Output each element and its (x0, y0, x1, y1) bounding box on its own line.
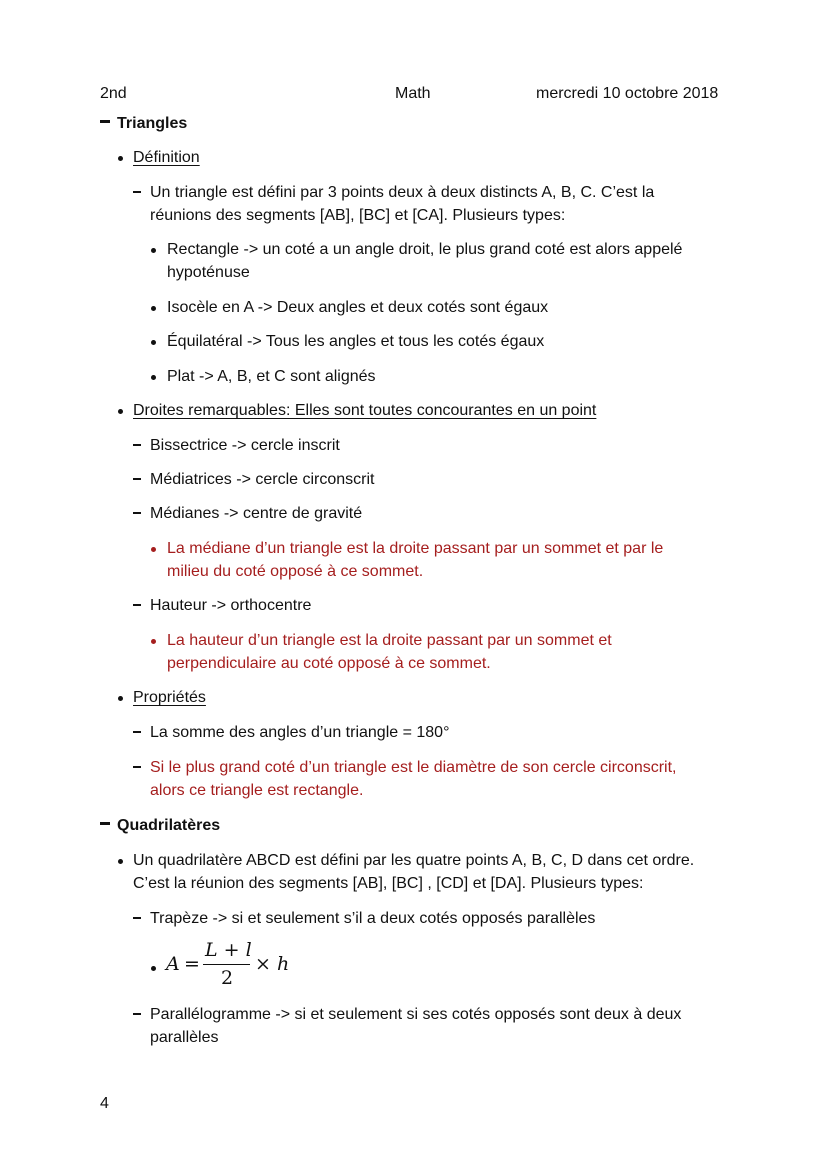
dash-bullet (133, 604, 141, 606)
dash-bullet (100, 822, 110, 825)
paragraph-line: réunions des segments [AB], [BC] et [CA]. Plusieurs types: (150, 207, 566, 224)
list-item-rectangle: Rectangle -> un coté a un angle droit, le plus grand coté est alors appelé (167, 241, 683, 258)
bullet-dot (118, 156, 123, 161)
formula-lhs: A (166, 953, 180, 975)
property-cercle-cont: alors ce triangle est rectangle. (150, 782, 364, 799)
bullet-dot (151, 375, 156, 380)
section-title-triangles: Triangles (117, 115, 188, 132)
list-item-medianes: Médianes -> centre de gravité (150, 505, 363, 522)
formula-numerator: L + l (205, 939, 252, 961)
definition-hauteur: La hauteur d’un triangle est la droite passant par un sommet et (167, 632, 612, 649)
header-date: mercredi 10 octobre 2018 (536, 85, 719, 102)
list-item-plat: Plat -> A, B, et C sont alignés (167, 368, 376, 385)
definition-mediane-cont: milieu du coté opposé à ce sommet. (167, 563, 424, 580)
definition-hauteur-cont: perpendiculaire au coté opposé à ce sommet. (167, 655, 491, 672)
bullet-dot (118, 409, 123, 414)
property-cercle: Si le plus grand coté d’un triangle est le diamètre de son cercle circonscrit, (150, 759, 677, 776)
subheading-proprietes: Propriétés (133, 689, 206, 706)
bullet-dot (151, 547, 156, 552)
bullet-dot (151, 248, 156, 253)
list-item-trapeze: Trapèze -> si et seulement s’il a deux cotés opposés parallèles (150, 910, 596, 927)
paragraph-line: Un quadrilatère ABCD est défini par les quatre points A, B, C, D dans cet ordre. (133, 852, 695, 869)
list-item-rectangle-cont: hypoténuse (167, 264, 250, 281)
bullet-dot (118, 859, 123, 864)
bullet-dot (151, 306, 156, 311)
list-item-parallelogramme: Parallélogramme -> si et seulement si ses cotés opposés sont deux à deux (150, 1006, 682, 1023)
dash-bullet (133, 917, 141, 919)
list-item-mediatrices: Médiatrices -> cercle circonscrit (150, 471, 375, 488)
subheading-definition: Définition (133, 149, 200, 166)
definition-mediane: La médiane d’un triangle est la droite passant par un sommet et par le (167, 540, 664, 557)
formula-times-h: × h (255, 953, 290, 975)
dash-bullet (133, 478, 141, 480)
header-class: 2nd (100, 85, 127, 102)
formula-denominator: 2 (221, 967, 234, 989)
dash-bullet (133, 191, 141, 193)
dash-bullet (133, 444, 141, 446)
list-item-isocele: Isocèle en A -> Deux angles et deux cotés sont égaux (167, 299, 549, 316)
paragraph-line: C’est la réunion des segments [AB], [BC] , [CD] et [DA]. Plusieurs types: (133, 875, 644, 892)
bullet-dot (151, 966, 156, 971)
bullet-dot (151, 340, 156, 345)
list-item-hauteur: Hauteur -> orthocentre (150, 597, 312, 614)
dash-bullet (133, 512, 141, 514)
bullet-dot (118, 696, 123, 701)
dash-bullet (133, 731, 141, 733)
dash-bullet (133, 1013, 141, 1015)
bullet-dot (151, 639, 156, 644)
subheading-droites: Droites remarquables: Elles sont toutes concourantes en un point (133, 402, 597, 419)
list-item-bissectrice: Bissectrice -> cercle inscrit (150, 437, 340, 454)
formula-equals: = (184, 953, 200, 975)
paragraph-line: Un triangle est défini par 3 points deux à deux distincts A, B, C. C’est la (150, 184, 655, 201)
dash-bullet (133, 766, 141, 768)
list-item-equilateral: Équilatéral -> Tous les angles et tous les cotés égaux (167, 333, 545, 350)
list-item-parallelogramme-cont: parallèles (150, 1029, 219, 1046)
section-title-quadrilateres: Quadrilatères (117, 817, 221, 834)
page-number: 4 (100, 1095, 109, 1112)
fraction-bar (203, 964, 250, 965)
header-subject: Math (395, 85, 431, 102)
list-item-somme-angles: La somme des angles d’un triangle = 180° (150, 724, 450, 741)
dash-bullet (100, 120, 110, 123)
